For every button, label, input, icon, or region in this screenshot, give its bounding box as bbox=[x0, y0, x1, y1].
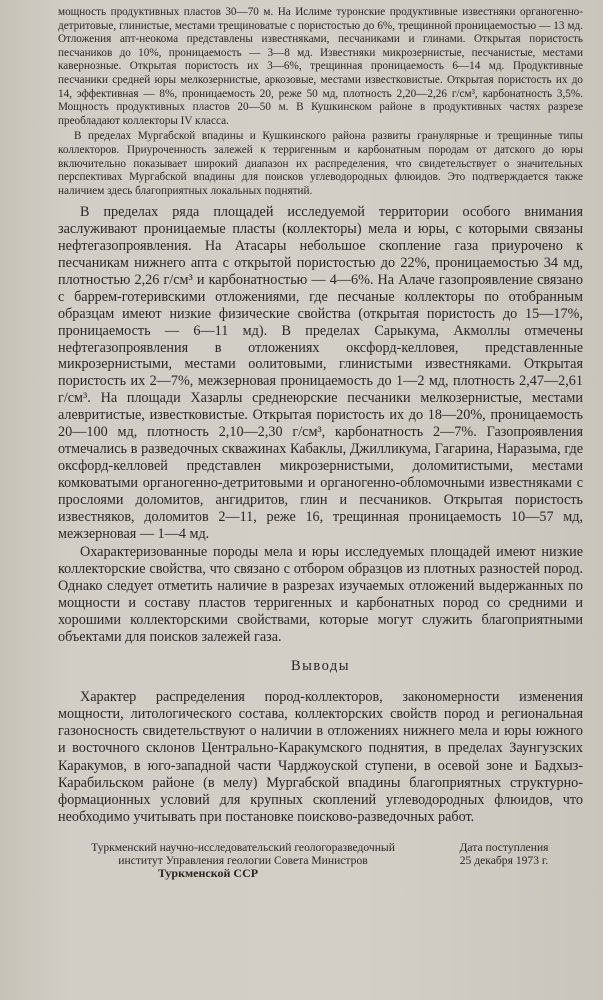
conclusions-heading: Выводы bbox=[290, 657, 351, 674]
footer bbox=[58, 841, 583, 901]
received-date-label: Дата поступления bbox=[459, 840, 549, 854]
top-paragraph-1: мощность продуктивных пластов 30—70 м. На Ислиме туронские продуктивные известняки органогенно-детритовые, глинистые, местами трещиноватые с пористостью до 6%, трещинной проницаемостью — 13 мд. Отложения апт-неокома представлены известняками, песчаниками и глинами. Открытая пористость песчаников до 10%, проницаемость — 3—8 мд. Известняки микрозернистые, песчанистые, местами кавернозные. Открытая пористость их 3—6%, трещинная проницаемость 6—14 мд. Продуктивные песчаники средней юры мелкозернистые, аркозовые, местами известковистые. Открытая пористость их до 14, эффективная — 8%, проницаемость 20, реже 50 мд, плотность 2,20—2,26 г/см³, карбонатность 3,5%. Мощность продуктивных пластов 20—50 м. В Кушкинском районе в продуктивных частях разрезе преобладают коллекторы IV класса. bbox=[58, 6, 583, 127]
main-paragraph-2: Охарактеризованные породы мела и юры исследуемых площадей имеют низкие коллекторские свойства, что связано с отбором образцов из плотных разностей пород. Однако следует отметить наличие в разрезах изучаемых отложений выдержанных по мощности и составу пластов терригенных и карбонатных пород со средними и хорошими коллекторскими свойствами, которые могут служить благоприятными объектами для поисков залежей газа. bbox=[58, 544, 583, 645]
main-paragraph-1: В пределах ряда площадей исследуемой территории особого внимания заслуживают проницаемые пласты (коллекторы) мела и юры, с которыми связаны нефтегазопроявления. На Атасары небольшое скопление газа приурочено к песчаникам нижнего апта с открытой пористостью до 22%, проницаемостью 34 мд, плотностью 2,26 г/см³ и карбонатностью — 4—6%. На Алаче газопроявление связано с баррем-готеривскими отложениями, где песчаные коллекторы по отобранным образцам имеют низкие физические свойства (открытая пористость до 15—17%, проницаемость — 6—11 мд). В пределах Сарыкума, Акмоллы отмечены нефтегазопроявления в отложениях оксфорд-келловея, представленные микрозернистыми, местами оолитовыми, глинистыми известняками. Открытая пористость их 2—7%, межзерновая проницаемость до 1—2 мд, плотность 2,47—2,61 г/см³. На площади Хазарлы среднеюрские песчаники мелкозернистые, местами алевритистые, известковистые. Открытая пористость их до 18—20%, проницаемость 20—100 мд, плотность 2,10—2,30 г/см³, карбонатность 2—7%. Газопроявления отмечались в разведочных скважинах Кабаклы, Джилликума, Гагарина, Наразыма, где оксфорд-келловей представлен микрозернистыми, доломитистыми, местами комковатыми органогенно-детритовыми и органогенно-обломочными известняками с прослоями доломитов, ангидритов, глин и песчаников. Открытая пористость известняков, доломитов 2—11, реже 16, трещинная проницаемость 10—57 мд, межзерновая — 1—4 мд. bbox=[58, 204, 583, 542]
conclusions-section bbox=[58, 689, 583, 827]
institution-line-2: институт Управления геологии Совета Министров bbox=[118, 853, 368, 867]
top-paragraph-2: В пределах Мургабской впадины и Кушкинского района развиты гранулярные и трещинные типы коллекторов. Приуроченность залежей к терригенным и карбонатным породам от датского до юры включительно показывает широкий диапазон их распределения, что свидетельствует о значительных перспективах Мургабской впадины для поисков углеводородных флюидов. Это подтверждается также наличием здесь благоприятных локальных поднятий. bbox=[58, 130, 583, 197]
top-section bbox=[58, 6, 583, 198]
institution-block bbox=[58, 841, 428, 881]
received-date-value: 25 декабря 1973 г. bbox=[459, 853, 549, 867]
institution-line-3: Туркменской ССР bbox=[158, 865, 259, 880]
institution-line-1: Туркменский научно-исследовательский геологоразведочный bbox=[91, 840, 395, 854]
conclusions-paragraph: Характер распределения пород-коллекторов, закономерности изменения мощности, литологического состава, коллекторских свойств пород и региональная газоносность свидетельствуют о наличии в отложениях нижнего мела и юры южного и восточного склонов Центрально-Каракумского поднятия, в пределах Заунгузских Каракумов, в юго-западной части Чарджоуской ступени, в осевой зоне и Бадхыз-Карабильском районе (в мелу) Мургабской впадины благоприятных структурно-формационных условий для крупных скоплений углеводородных флюидов, что необходимо учитывать при постановке поисково-разведочных работ. bbox=[58, 688, 583, 826]
main-section bbox=[58, 204, 583, 646]
received-date-block bbox=[439, 841, 569, 867]
